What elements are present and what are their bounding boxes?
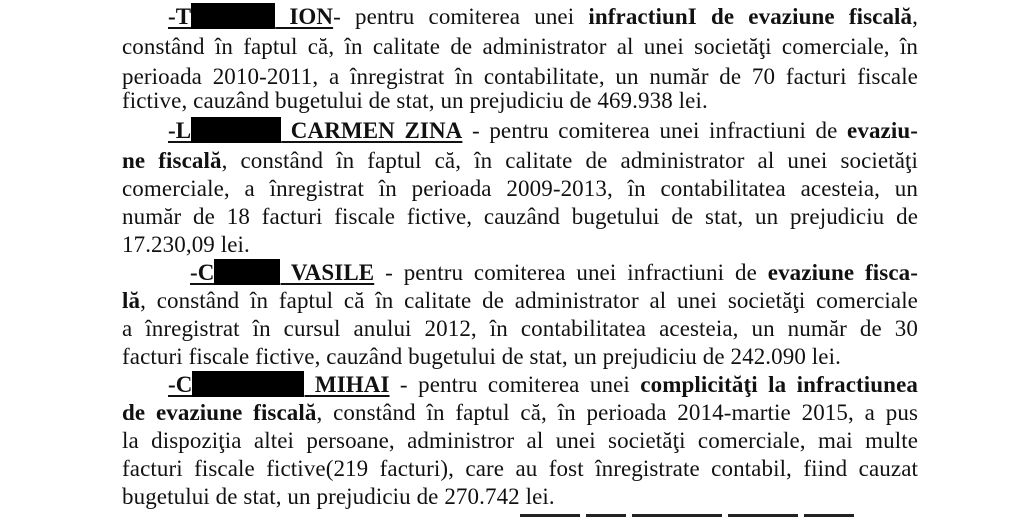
paragraph-1-line-1: -T ION- pentru comiterea unei infractiunI de evaziune fiscală, <box>168 4 919 29</box>
paragraph-4-line-2: de evaziune fiscală, constând în faptul că, în perioada 2014-martie 2015, a pus <box>122 400 918 425</box>
paragraph-3-line-3: a înregistrat în cursul anului 2012, în contabilitatea acesteia, un număr de 30 <box>122 316 918 341</box>
paragraph-4-line-4: facturi fiscale fictive(219 facturi), care au fost înregistrate contabil, fiind cauzat <box>122 456 918 481</box>
paragraph-1-line-3: perioada 2010-2011, a înregistrat în contabilitate, un număr de 70 facturi fiscale <box>122 64 918 89</box>
paragraph-2-line-2: ne fiscală, constând în faptul că, în calitate de administrator al unei societăţi <box>122 148 918 173</box>
paragraph-4-line-5: bugetului de stat, un prejudiciu de 270.742 lei. <box>122 484 555 509</box>
person-name-2: -L CARMEN ZINA <box>168 118 463 143</box>
person-name-4: -C MIHAI <box>168 372 390 397</box>
paragraph-2-line-4: număr de 18 facturi fiscale fictive, cauzând bugetului de stat, un prejudiciu de <box>122 204 918 229</box>
person-name-1: -T ION <box>168 4 334 29</box>
redaction-bar <box>191 3 275 29</box>
paragraph-4-line-1: -C MIHAI - pentru comiterea unei complicităţi la infractiunea <box>168 372 918 397</box>
paragraph-3-line-2: lă, constând în faptul că în calitate de administrator al unei societăţi comerciale <box>122 288 918 313</box>
paragraph-4-line-3: la dispoziţia altei persoane, administror al unei societăţi comerciale, mai multe <box>122 428 918 453</box>
paragraph-1-line-4: fictive, cauzând bugetului de stat, un prejudiciu de 469.938 lei. <box>122 88 708 113</box>
paragraph-2-line-1: -L CARMEN ZINA - pentru comiterea unei infractiuni de evaziu- <box>168 118 918 143</box>
person-name-3: -C VASILE <box>190 260 375 285</box>
paragraph-2-line-3: comerciale, a înregistrat în perioada 2009-2013, în contabilitatea acesteia, un <box>122 176 918 201</box>
redaction-bar <box>191 117 281 143</box>
paragraph-1-line-2: constând în faptul că, în calitate de administrator al unei societăţi comerciale, în <box>122 34 918 59</box>
redaction-bar <box>192 371 304 397</box>
redaction-bar <box>214 259 280 285</box>
paragraph-3-line-4: facturi fiscale fictive, cauzând bugetului de stat, un prejudiciu de 242.090 lei. <box>122 344 841 369</box>
cropped-next-line <box>520 505 920 517</box>
paragraph-3-line-1: -C VASILE - pentru comiterea unei infractiuni de evaziune fisca- <box>190 260 918 285</box>
paragraph-2-line-5: 17.230,09 lei. <box>122 232 250 257</box>
